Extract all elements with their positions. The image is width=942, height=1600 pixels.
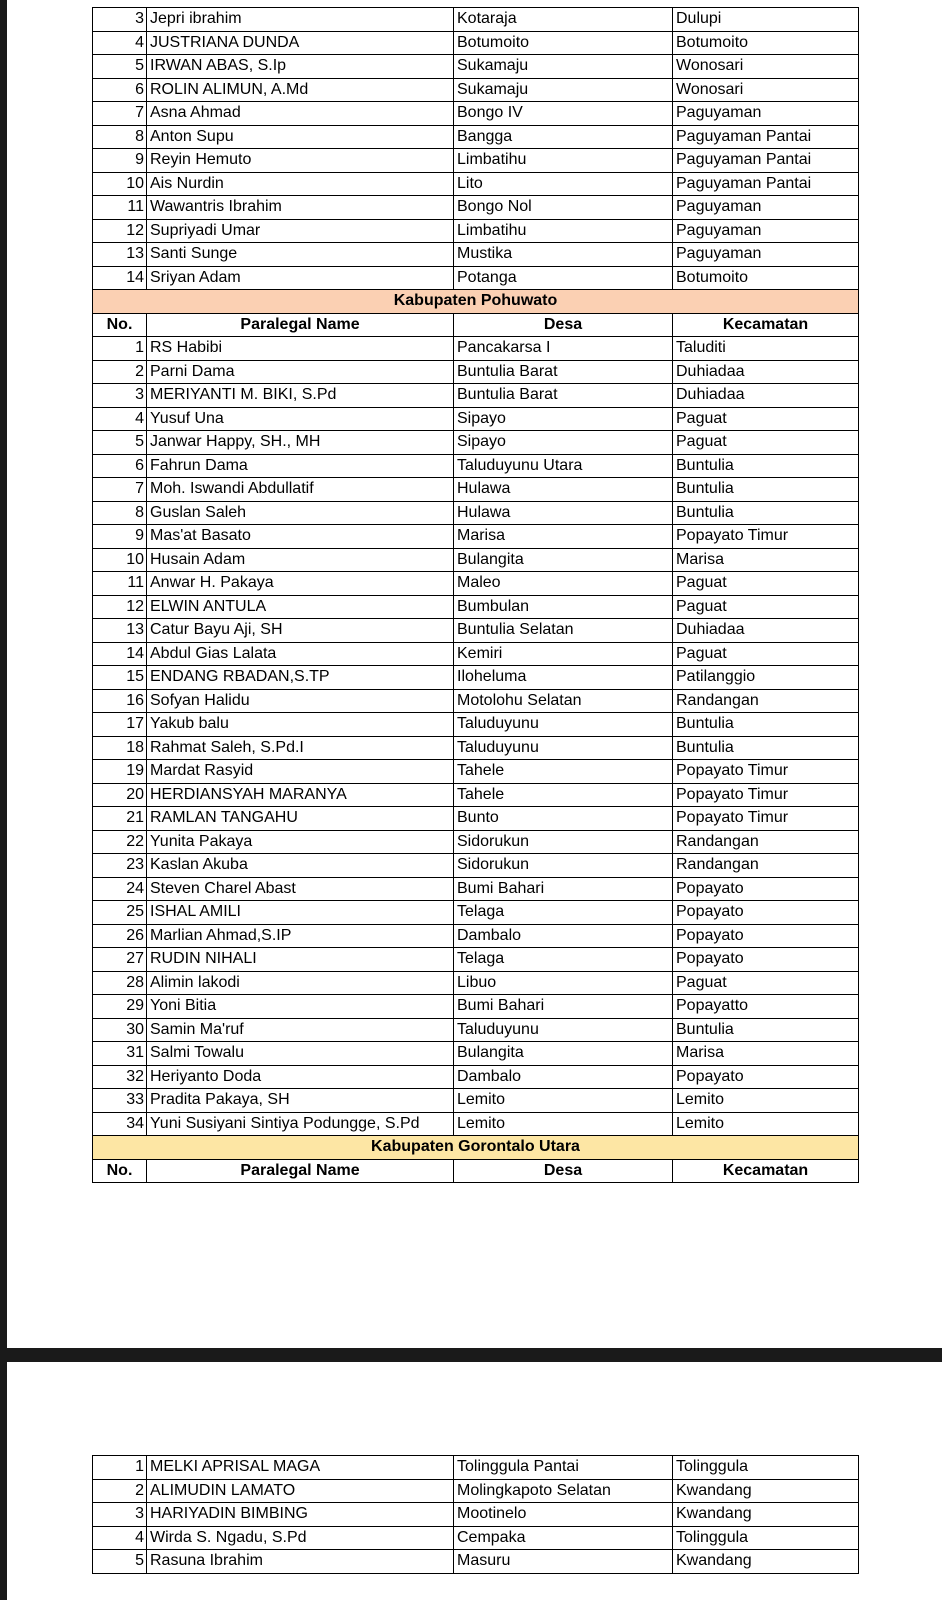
table-row <box>93 548 859 572</box>
paralegal-name-cell: Sofyan Halidu <box>147 689 454 713</box>
desa-cell: Libuo <box>454 971 673 995</box>
kecamatan-cell: Marisa <box>673 548 859 572</box>
row-number: 13 <box>93 243 147 267</box>
table-row <box>93 478 859 502</box>
table-row <box>93 572 859 596</box>
desa-cell: Sukamaju <box>454 55 673 79</box>
desa-cell: Tahele <box>454 783 673 807</box>
table-row <box>93 1112 859 1136</box>
row-number: 30 <box>93 1018 147 1042</box>
table-row <box>93 1526 859 1550</box>
row-number: 12 <box>93 595 147 619</box>
paralegal-name-cell: Moh. Iswandi Abdullatif <box>147 478 454 502</box>
row-number: 4 <box>93 1526 147 1550</box>
kecamatan-cell: Popayatto <box>673 995 859 1019</box>
paralegal-name-cell: ENDANG RBADAN,S.TP <box>147 666 454 690</box>
paralegal-name-cell: Yuni Susiyani Sintiya Podungge, S.Pd <box>147 1112 454 1136</box>
paralegal-name-cell: RUDIN NIHALI <box>147 948 454 972</box>
table-row <box>93 995 859 1019</box>
paralegal-name-cell: ELWIN ANTULA <box>147 595 454 619</box>
kecamatan-cell: Buntulia <box>673 501 859 525</box>
table-row <box>93 924 859 948</box>
desa-cell: Pancakarsa I <box>454 337 673 361</box>
header-paralegal-name: Paralegal Name <box>147 1159 454 1183</box>
desa-cell: Sidorukun <box>454 854 673 878</box>
kecamatan-cell: Lemito <box>673 1089 859 1113</box>
kecamatan-cell: Kwandang <box>673 1550 859 1574</box>
kecamatan-cell: Patilanggio <box>673 666 859 690</box>
row-number: 27 <box>93 948 147 972</box>
kecamatan-cell: Popayato <box>673 1065 859 1089</box>
kecamatan-cell: Paguyaman Pantai <box>673 149 859 173</box>
table-row <box>93 807 859 831</box>
paralegal-name-cell: Catur Bayu Aji, SH <box>147 619 454 643</box>
header-desa: Desa <box>454 1159 673 1183</box>
paralegal-name-cell: Alimin lakodi <box>147 971 454 995</box>
row-number: 34 <box>93 1112 147 1136</box>
table-row <box>93 407 859 431</box>
table-row <box>93 736 859 760</box>
table-row <box>93 55 859 79</box>
paralegal-name-cell: Marlian Ahmad,S.IP <box>147 924 454 948</box>
desa-cell: Buntulia Selatan <box>454 619 673 643</box>
paralegal-name-cell: Abdul Gias Lalata <box>147 642 454 666</box>
kecamatan-cell: Duhiadaa <box>673 384 859 408</box>
kecamatan-cell: Buntulia <box>673 736 859 760</box>
section-title: Kabupaten Pohuwato <box>93 290 859 314</box>
table-row <box>93 149 859 173</box>
table-row <box>93 713 859 737</box>
kecamatan-cell: Popayato <box>673 924 859 948</box>
desa-cell: Sukamaju <box>454 78 673 102</box>
table-row <box>93 266 859 290</box>
kecamatan-cell: Paguat <box>673 595 859 619</box>
row-number: 6 <box>93 78 147 102</box>
paralegal-name-cell: Yunita Pakaya <box>147 830 454 854</box>
row-number: 26 <box>93 924 147 948</box>
row-number: 6 <box>93 454 147 478</box>
row-number: 9 <box>93 149 147 173</box>
table-row <box>93 525 859 549</box>
row-number: 4 <box>93 31 147 55</box>
desa-cell: Mustika <box>454 243 673 267</box>
desa-cell: Cempaka <box>454 1526 673 1550</box>
kecamatan-cell: Buntulia <box>673 454 859 478</box>
desa-cell: Marisa <box>454 525 673 549</box>
paralegal-name-cell: Wawantris Ibrahim <box>147 196 454 220</box>
kecamatan-cell: Duhiadaa <box>673 360 859 384</box>
kecamatan-cell: Buntulia <box>673 1018 859 1042</box>
row-number: 23 <box>93 854 147 878</box>
kecamatan-cell: Marisa <box>673 1042 859 1066</box>
desa-cell: Tolinggula Pantai <box>454 1456 673 1480</box>
row-number: 2 <box>93 1479 147 1503</box>
kecamatan-cell: Kwandang <box>673 1503 859 1527</box>
paralegal-name-cell: HARIYADIN BIMBING <box>147 1503 454 1527</box>
desa-cell: Sipayo <box>454 431 673 455</box>
kecamatan-cell: Taluditi <box>673 337 859 361</box>
kecamatan-cell: Duhiadaa <box>673 619 859 643</box>
table-row <box>93 1018 859 1042</box>
row-number: 8 <box>93 125 147 149</box>
table-row <box>93 501 859 525</box>
desa-cell: Motolohu Selatan <box>454 689 673 713</box>
desa-cell: Lemito <box>454 1112 673 1136</box>
table-row <box>93 196 859 220</box>
desa-cell: Bumi Bahari <box>454 877 673 901</box>
column-header-row <box>93 1159 859 1183</box>
paralegal-name-cell: IRWAN ABAS, S.Ip <box>147 55 454 79</box>
row-number: 28 <box>93 971 147 995</box>
paralegal-name-cell: HERDIANSYAH MARANYA <box>147 783 454 807</box>
desa-cell: Buntulia Barat <box>454 360 673 384</box>
desa-cell: Dambalo <box>454 1065 673 1089</box>
row-number: 8 <box>93 501 147 525</box>
paralegal-name-cell: Parni Dama <box>147 360 454 384</box>
section-title: Kabupaten Gorontalo Utara <box>93 1136 859 1160</box>
table-row <box>93 901 859 925</box>
table-row <box>93 384 859 408</box>
row-number: 21 <box>93 807 147 831</box>
paralegal-name-cell: Asna Ahmad <box>147 102 454 126</box>
row-number: 19 <box>93 760 147 784</box>
desa-cell: Dambalo <box>454 924 673 948</box>
desa-cell: Lemito <box>454 1089 673 1113</box>
table-row <box>93 1550 859 1574</box>
kecamatan-cell: Paguyaman <box>673 196 859 220</box>
paralegal-name-cell: MELKI APRISAL MAGA <box>147 1456 454 1480</box>
kecamatan-cell: Randangan <box>673 689 859 713</box>
header-kecamatan: Kecamatan <box>673 313 859 337</box>
paralegal-name-cell: Salmi Towalu <box>147 1042 454 1066</box>
paralegal-name-cell: MERIYANTI M. BIKI, S.Pd <box>147 384 454 408</box>
row-number: 9 <box>93 525 147 549</box>
row-number: 29 <box>93 995 147 1019</box>
paralegal-table-page-2 <box>92 1455 859 1574</box>
paralegal-name-cell: Samin Ma'ruf <box>147 1018 454 1042</box>
table-row <box>93 1089 859 1113</box>
row-number: 13 <box>93 619 147 643</box>
kecamatan-cell: Popayato Timur <box>673 525 859 549</box>
table-row <box>93 595 859 619</box>
kecamatan-cell: Botumoito <box>673 266 859 290</box>
desa-cell: Taluduyunu <box>454 736 673 760</box>
desa-cell: Masuru <box>454 1550 673 1574</box>
desa-cell: Hulawa <box>454 501 673 525</box>
row-number: 1 <box>93 337 147 361</box>
row-number: 7 <box>93 102 147 126</box>
row-number: 4 <box>93 407 147 431</box>
desa-cell: Hulawa <box>454 478 673 502</box>
table-row <box>93 219 859 243</box>
kecamatan-cell: Paguyaman <box>673 219 859 243</box>
table-row <box>93 877 859 901</box>
table-row <box>93 1456 859 1480</box>
desa-cell: Telaga <box>454 948 673 972</box>
kecamatan-cell: Randangan <box>673 830 859 854</box>
row-number: 15 <box>93 666 147 690</box>
paralegal-name-cell: Pradita Pakaya, SH <box>147 1089 454 1113</box>
paralegal-name-cell: Sriyan Adam <box>147 266 454 290</box>
row-number: 3 <box>93 8 147 32</box>
column-header-row <box>93 313 859 337</box>
table-row <box>93 172 859 196</box>
desa-cell: Bunto <box>454 807 673 831</box>
desa-cell: Bulangita <box>454 548 673 572</box>
table-row <box>93 666 859 690</box>
paralegal-name-cell: ROLIN ALIMUN, A.Md <box>147 78 454 102</box>
row-number: 1 <box>93 1456 147 1480</box>
desa-cell: Bongo Nol <box>454 196 673 220</box>
desa-cell: Sipayo <box>454 407 673 431</box>
desa-cell: Botumoito <box>454 31 673 55</box>
table-row <box>93 830 859 854</box>
kecamatan-cell: Dulupi <box>673 8 859 32</box>
paralegal-name-cell: Mas'at Basato <box>147 525 454 549</box>
row-number: 24 <box>93 877 147 901</box>
table-row <box>93 454 859 478</box>
desa-cell: Buntulia Barat <box>454 384 673 408</box>
paralegal-name-cell: Husain Adam <box>147 548 454 572</box>
paralegal-name-cell: Yakub balu <box>147 713 454 737</box>
kecamatan-cell: Kwandang <box>673 1479 859 1503</box>
kecamatan-cell: Buntulia <box>673 713 859 737</box>
kecamatan-cell: Buntulia <box>673 478 859 502</box>
header-kecamatan: Kecamatan <box>673 1159 859 1183</box>
desa-cell: Limbatihu <box>454 149 673 173</box>
kecamatan-cell: Paguat <box>673 407 859 431</box>
table-row <box>93 243 859 267</box>
row-number: 11 <box>93 196 147 220</box>
desa-cell: Bongo IV <box>454 102 673 126</box>
desa-cell: Kotaraja <box>454 8 673 32</box>
desa-cell: Limbatihu <box>454 219 673 243</box>
paralegal-name-cell: Santi Sunge <box>147 243 454 267</box>
page-separator <box>0 1348 942 1362</box>
paralegal-name-cell: Wirda S. Ngadu, S.Pd <box>147 1526 454 1550</box>
table-row <box>93 125 859 149</box>
paralegal-name-cell: Jepri ibrahim <box>147 8 454 32</box>
kecamatan-cell: Tolinggula <box>673 1456 859 1480</box>
kecamatan-cell: Randangan <box>673 854 859 878</box>
desa-cell: Telaga <box>454 901 673 925</box>
table-row <box>93 31 859 55</box>
paralegal-name-cell: Janwar Happy, SH., MH <box>147 431 454 455</box>
row-number: 22 <box>93 830 147 854</box>
desa-cell: Sidorukun <box>454 830 673 854</box>
document-page-2 <box>7 1362 942 1600</box>
table-row <box>93 337 859 361</box>
row-number: 11 <box>93 572 147 596</box>
row-number: 3 <box>93 1503 147 1527</box>
paralegal-name-cell: Fahrun Dama <box>147 454 454 478</box>
row-number: 14 <box>93 266 147 290</box>
desa-cell: Tahele <box>454 760 673 784</box>
kecamatan-cell: Popayato Timur <box>673 807 859 831</box>
row-number: 5 <box>93 55 147 79</box>
table-row <box>93 689 859 713</box>
row-number: 25 <box>93 901 147 925</box>
row-number: 5 <box>93 431 147 455</box>
kecamatan-cell: Paguat <box>673 431 859 455</box>
desa-cell: Bumbulan <box>454 595 673 619</box>
paralegal-name-cell: Steven Charel Abast <box>147 877 454 901</box>
kecamatan-cell: Wonosari <box>673 78 859 102</box>
table-row <box>93 1065 859 1089</box>
row-number: 32 <box>93 1065 147 1089</box>
paralegal-table-page-1 <box>92 7 859 1183</box>
paralegal-name-cell: Rasuna Ibrahim <box>147 1550 454 1574</box>
paralegal-name-cell: ALIMUDIN LAMATO <box>147 1479 454 1503</box>
header-no: No. <box>93 1159 147 1183</box>
kecamatan-cell: Paguat <box>673 572 859 596</box>
table-row <box>93 102 859 126</box>
kecamatan-cell: Popayato <box>673 877 859 901</box>
kecamatan-cell: Paguat <box>673 642 859 666</box>
paralegal-name-cell: Guslan Saleh <box>147 501 454 525</box>
kecamatan-cell: Popayato Timur <box>673 760 859 784</box>
paralegal-name-cell: Ais Nurdin <box>147 172 454 196</box>
kecamatan-cell: Paguat <box>673 971 859 995</box>
paralegal-name-cell: RS Habibi <box>147 337 454 361</box>
row-number: 20 <box>93 783 147 807</box>
paralegal-name-cell: RAMLAN TANGAHU <box>147 807 454 831</box>
header-no: No. <box>93 313 147 337</box>
kecamatan-cell: Popayato <box>673 948 859 972</box>
table-row <box>93 1503 859 1527</box>
row-number: 5 <box>93 1550 147 1574</box>
table-row <box>93 431 859 455</box>
paralegal-name-cell: Rahmat Saleh, S.Pd.I <box>147 736 454 760</box>
kecamatan-cell: Paguyaman <box>673 102 859 126</box>
desa-cell: Maleo <box>454 572 673 596</box>
desa-cell: Kemiri <box>454 642 673 666</box>
desa-cell: Bumi Bahari <box>454 995 673 1019</box>
table-row <box>93 1042 859 1066</box>
row-number: 3 <box>93 384 147 408</box>
row-number: 16 <box>93 689 147 713</box>
desa-cell: Molingkapoto Selatan <box>454 1479 673 1503</box>
paralegal-name-cell: Yusuf Una <box>147 407 454 431</box>
desa-cell: Mootinelo <box>454 1503 673 1527</box>
desa-cell: Taluduyunu <box>454 713 673 737</box>
table-row <box>93 948 859 972</box>
desa-cell: Potanga <box>454 266 673 290</box>
row-number: 17 <box>93 713 147 737</box>
kecamatan-cell: Tolinggula <box>673 1526 859 1550</box>
row-number: 2 <box>93 360 147 384</box>
section-header-gorontalo-utara <box>93 1136 859 1160</box>
row-number: 18 <box>93 736 147 760</box>
header-paralegal-name: Paralegal Name <box>147 313 454 337</box>
table-row <box>93 1479 859 1503</box>
desa-cell: Bulangita <box>454 1042 673 1066</box>
header-desa: Desa <box>454 313 673 337</box>
paralegal-name-cell: Reyin Hemuto <box>147 149 454 173</box>
paralegal-name-cell: ISHAL AMILI <box>147 901 454 925</box>
row-number: 14 <box>93 642 147 666</box>
desa-cell: Taluduyunu <box>454 1018 673 1042</box>
table-row <box>93 360 859 384</box>
paralegal-name-cell: Heriyanto Doda <box>147 1065 454 1089</box>
table-row <box>93 783 859 807</box>
kecamatan-cell: Paguyaman Pantai <box>673 172 859 196</box>
desa-cell: Taluduyunu Utara <box>454 454 673 478</box>
table-row <box>93 971 859 995</box>
document-page-1 <box>7 0 942 1348</box>
kecamatan-cell: Botumoito <box>673 31 859 55</box>
row-number: 12 <box>93 219 147 243</box>
section-header-pohuwato <box>93 290 859 314</box>
table-row <box>93 8 859 32</box>
table-row <box>93 78 859 102</box>
kecamatan-cell: Paguyaman <box>673 243 859 267</box>
table-row <box>93 854 859 878</box>
row-number: 7 <box>93 478 147 502</box>
table-row <box>93 760 859 784</box>
kecamatan-cell: Popayato Timur <box>673 783 859 807</box>
paralegal-name-cell: Mardat Rasyid <box>147 760 454 784</box>
table-row <box>93 619 859 643</box>
paralegal-name-cell: Supriyadi Umar <box>147 219 454 243</box>
desa-cell: Bangga <box>454 125 673 149</box>
paralegal-name-cell: Yoni Bitia <box>147 995 454 1019</box>
kecamatan-cell: Popayato <box>673 901 859 925</box>
table-row <box>93 642 859 666</box>
row-number: 10 <box>93 548 147 572</box>
kecamatan-cell: Wonosari <box>673 55 859 79</box>
paralegal-name-cell: Anwar H. Pakaya <box>147 572 454 596</box>
paralegal-name-cell: Kaslan Akuba <box>147 854 454 878</box>
paralegal-name-cell: Anton Supu <box>147 125 454 149</box>
desa-cell: Iloheluma <box>454 666 673 690</box>
row-number: 10 <box>93 172 147 196</box>
row-number: 31 <box>93 1042 147 1066</box>
row-number: 33 <box>93 1089 147 1113</box>
kecamatan-cell: Paguyaman Pantai <box>673 125 859 149</box>
desa-cell: Lito <box>454 172 673 196</box>
kecamatan-cell: Lemito <box>673 1112 859 1136</box>
paralegal-name-cell: JUSTRIANA DUNDA <box>147 31 454 55</box>
